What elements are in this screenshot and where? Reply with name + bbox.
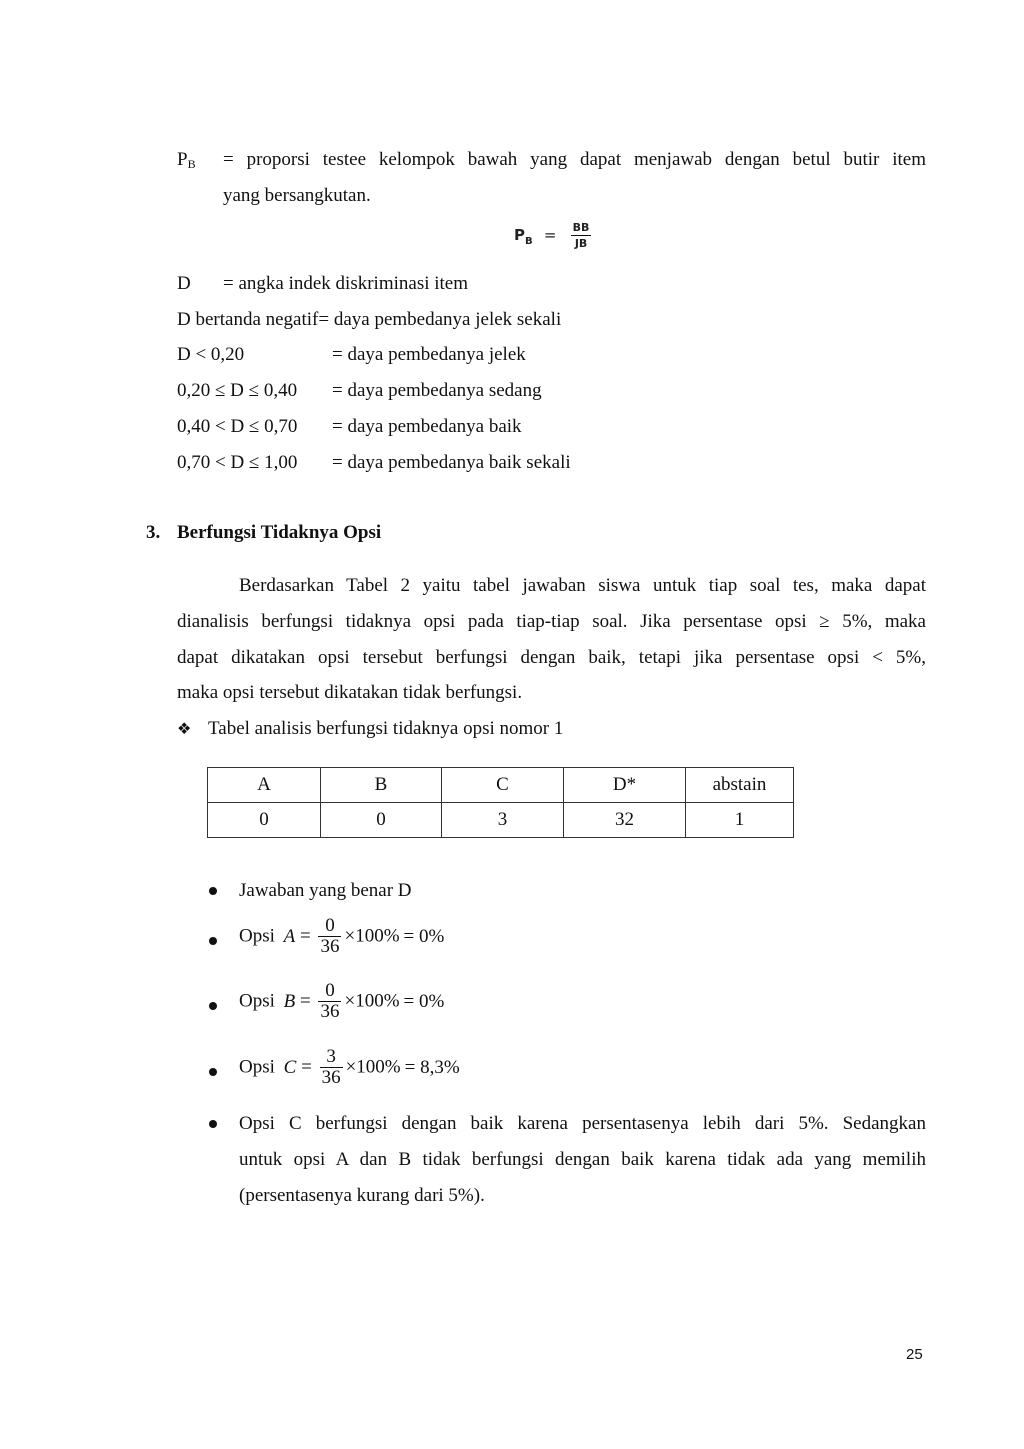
bullet-icon (209, 937, 217, 945)
criteria-cond: 0,70 < D ≤ 1,00 (177, 452, 298, 473)
diamond-bullet-icon: ❖ (177, 719, 192, 738)
table-header-cell: B (321, 768, 442, 803)
correct-answer: Jawaban yang benar D (239, 880, 412, 901)
bullet-icon (209, 1068, 217, 1076)
table-header-cell: C (442, 768, 564, 803)
conclusion-line: Opsi C berfungsi dengan baik karena persentasenya lebih dari 5%. Sedangkan (239, 1113, 926, 1134)
formula-opsi-b: Opsi B = $\frac{0}{36}$ ×100% = 0% (239, 980, 445, 1022)
bullet-icon (209, 887, 217, 895)
table-cell: 1 (686, 803, 794, 838)
pb-definition-line1: = proporsi testee kelompok bawah yang dapat menjawab dengan betul butir item (223, 149, 926, 170)
table-header-cell: abstain (686, 768, 794, 803)
paragraph-line: dianalisis berfungsi tidaknya opsi pada tiap-tiap soal. Jika persentase opsi ≥ 5%, maka (177, 611, 926, 632)
table-cell: 0 (208, 803, 321, 838)
section-title: Berfungsi Tidaknya Opsi (177, 522, 382, 543)
bullet-icon (209, 1002, 217, 1010)
criteria-cond: 0,20 ≤ D ≤ 0,40 (177, 380, 298, 401)
table-header-row (208, 768, 794, 803)
criteria-cond: D < 0,20 (177, 344, 245, 365)
formula-opsi-c: Opsi C = $\frac{3}{36}$ ×100% = 8,3% (239, 1046, 460, 1088)
d-symbol: D (177, 273, 191, 294)
d-definition: = angka indek diskriminasi item (223, 273, 469, 294)
section-number: 3. (146, 522, 161, 543)
paragraph-line: maka opsi tersebut dikatakan tidak berfungsi. (177, 682, 523, 703)
criteria-result: = daya pembedanya jelek (332, 344, 526, 365)
page-number: 25 (906, 1346, 923, 1363)
table-cell: 3 (442, 803, 564, 838)
table-cell: 32 (564, 803, 686, 838)
table-row (208, 803, 794, 838)
pb-formula: $P_B$ = $\frac{BB}{JB}$ (514, 221, 590, 250)
paragraph-line: Berdasarkan Tabel 2 yaitu tabel jawaban siswa untuk tiap soal tes, maka dapat (239, 575, 926, 596)
table-cell: 0 (321, 803, 442, 838)
criteria-row: D bertanda negatif= daya pembedanya jelek sekali (177, 309, 562, 330)
criteria-result: = daya pembedanya baik sekali (332, 452, 571, 473)
options-table (207, 767, 794, 838)
formula-opsi-a: Opsi A = $\frac{0}{36}$ ×100% = 0% (239, 915, 445, 957)
pb-symbol: $P_B$ (177, 149, 196, 171)
table-header-cell: D* (564, 768, 686, 803)
conclusion-line: untuk opsi A dan B tidak berfungsi dengan baik karena tidak ada yang memilih (239, 1149, 926, 1170)
paragraph-line: dapat dikatakan opsi tersebut berfungsi dengan baik, tetapi jika persentase opsi < 5%, (177, 647, 926, 668)
criteria-cond: 0,40 < D ≤ 0,70 (177, 416, 298, 437)
table-header-cell: A (208, 768, 321, 803)
table-caption: Tabel analisis berfungsi tidaknya opsi nomor 1 (208, 718, 564, 739)
conclusion-line: (persentasenya kurang dari 5%). (239, 1185, 485, 1206)
bullet-icon (209, 1120, 217, 1128)
criteria-result: = daya pembedanya baik (332, 416, 522, 437)
criteria-result: = daya pembedanya sedang (332, 380, 542, 401)
pb-definition-line2: yang bersangkutan. (223, 185, 371, 206)
